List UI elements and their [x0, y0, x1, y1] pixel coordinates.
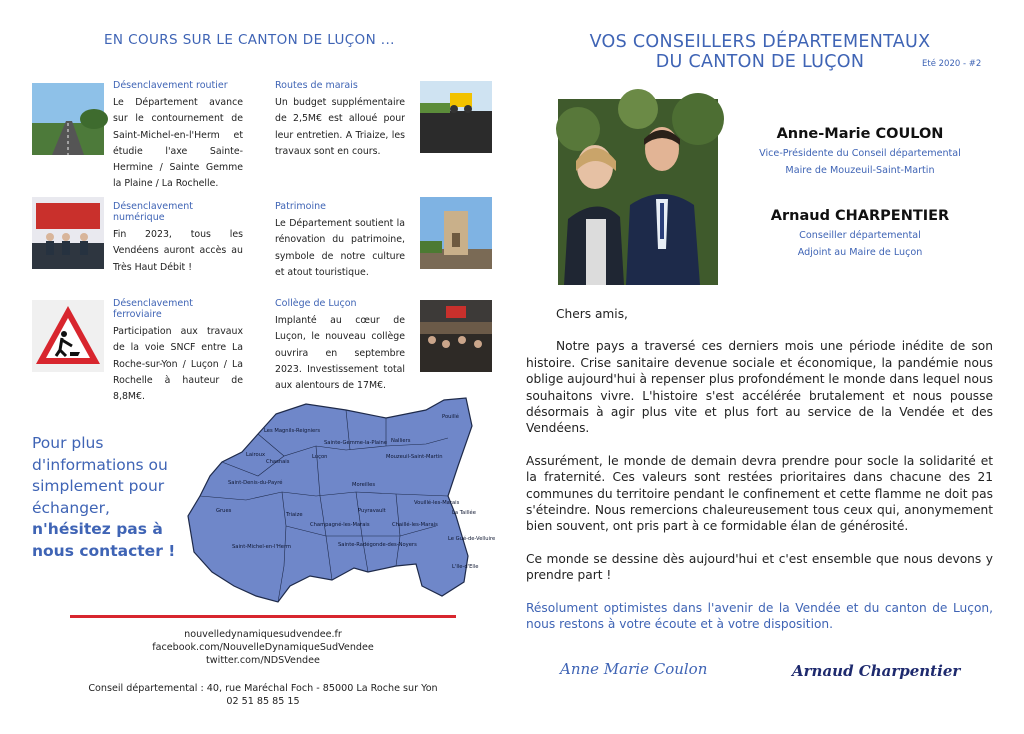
roadworks-photo — [420, 81, 492, 153]
map-label: Pouillé — [442, 414, 459, 420]
news-body: Un budget supplémentaire de 2,5M€ est alloué pour leur entretien. A Triaize, les travaux sont en cours. — [275, 97, 405, 157]
map-label: Champagné-les-Marais — [310, 522, 370, 528]
person1-roles — [740, 146, 980, 179]
map-label: Grues — [216, 508, 232, 514]
twitter-link[interactable]: twitter.com/NDSVendee — [206, 655, 320, 667]
map-label: Lairoux — [246, 452, 266, 458]
news-item-college — [275, 298, 405, 394]
news-body: Participation aux travaux de la voie SNCF entre La Roche-sur-Yon / Luçon / La Rochelle à hauteur de 8,8M€. — [113, 326, 243, 403]
college-meeting-photo — [420, 300, 492, 372]
road-photo — [32, 83, 104, 155]
website-link[interactable]: nouvelledynamiquesudvendee.fr — [184, 629, 342, 640]
news-item-road — [113, 80, 243, 193]
person2-roles — [740, 228, 980, 261]
letter-paragraph-1: Notre pays a traversé ces derniers mois une période inédite de son histoire. Crise sanitaire devenue sociale et économique, la pandémie nous oblige aujourd'hui à repenser plus profondément le monde dans lequel nous souhaitons vivre. L'histoire s'est accélérée brutalement et nous pousse désormais à agir plus vite et plus fort au service de la Vendée et des Vendéens. — [526, 339, 993, 436]
edition-label: Eté 2020 - #2 — [922, 59, 982, 69]
divider-line — [70, 615, 456, 618]
contact-links — [70, 628, 456, 668]
map-label: Chaillé-les-Marais — [392, 522, 438, 528]
info-strong-text: n'hésitez pas à nous contacter ! — [32, 520, 176, 560]
news-body: Fin 2023, tous les Vendéens auront accès au Très Haut Débit ! — [113, 229, 243, 273]
map-label: Luçon — [312, 454, 328, 460]
roadworks-sign-icon — [32, 300, 104, 372]
news-title: Désenclavement ferroviaire — [113, 298, 193, 320]
person2-role-1: Conseiller départemental — [799, 230, 921, 241]
postal-address-block — [70, 682, 456, 708]
map-label: Les Magnils-Reigniers — [264, 428, 321, 434]
councillors-photo — [558, 99, 718, 285]
map-label: Sainte-Gemme-la-Plaine — [324, 440, 388, 446]
heritage-tower-photo — [420, 197, 492, 269]
phone-number: 02 51 85 85 15 — [226, 696, 300, 708]
editorial-letter — [526, 306, 993, 633]
map-label: Le Gué-de-Velluire — [448, 536, 496, 542]
map-label: Mouzeuil-Saint-Martin — [386, 454, 443, 460]
news-item-marsh-roads — [275, 80, 405, 160]
news-body: Le Département avance sur le contournement de Saint-Michel-en-l'Herm et étudie l'axe Sainte-Hermine / Sainte Gemme la Plaine / La Rochelle. — [113, 97, 243, 190]
map-label: Moreilles — [352, 482, 376, 488]
letter-paragraph-2: Assurément, le monde de demain devra prendre pour socle la solidarité et la fraternité. Ces valeurs sont restées prioritaires dans chacune des 21 communes du territoire pendant le confinement et cette flamme ne doit pas s'éteindre. Nous remercions chaleureusement tous ceux qui, anonymement bien souvent, ont pris part à ce formidable élan de générosité. — [526, 453, 993, 534]
news-title: Patrimoine — [275, 201, 326, 212]
map-label: Puyravault — [358, 508, 386, 514]
news-body: Implanté au cœur de Luçon, le nouveau collège ouvrira en septembre 2023. Investissement total aux alentours de 17M€. — [275, 315, 405, 392]
digital-event-photo — [32, 197, 104, 269]
left-page-heading: EN COURS SUR LE CANTON DE LUÇON ... — [104, 32, 395, 48]
heading-line-2: DU CANTON DE LUÇON — [655, 52, 865, 72]
letter-closing: Résolument optimistes dans l'avenir de la Vendée et du canton de Luçon, nous restons à votre écoute et à votre disposition. — [526, 600, 993, 632]
canton-map — [186, 396, 496, 606]
news-title: Désenclavement routier — [113, 80, 228, 91]
person1-name: Anne-Marie COULON — [776, 126, 944, 142]
signature-charpentier: Arnaud Charpentier — [792, 662, 961, 680]
map-label: Saint-Denis-du-Payré — [228, 480, 283, 486]
news-title: Routes de marais — [275, 80, 358, 91]
map-label: L'Ile-d'Elle — [452, 564, 479, 570]
person1-role-1: Vice-Présidente du Conseil départemental — [759, 148, 961, 159]
facebook-link[interactable]: facebook.com/NouvelleDynamiqueSudVendee — [152, 642, 374, 654]
person2-role-2: Adjoint au Maire de Luçon — [797, 246, 923, 258]
news-item-rail — [113, 298, 243, 405]
map-label: La Taillée — [452, 510, 476, 516]
right-page-heading — [540, 32, 980, 72]
map-label: Chasnais — [266, 459, 290, 465]
letter-greeting: Chers amis, — [556, 307, 628, 321]
map-label: Sainte-Radégonde-des-Noyers — [338, 542, 417, 548]
postal-address: Conseil départemental : 40, rue Maréchal Foch - 85000 La Roche sur Yon — [88, 683, 438, 694]
map-label: Triaize — [286, 512, 303, 518]
map-label: Nalliers — [391, 438, 411, 444]
map-label: Vouillé-les-Marais — [414, 500, 460, 506]
news-title: Collège de Luçon — [275, 298, 357, 309]
news-item-digital — [113, 201, 243, 276]
signature-coulon: Anne Marie Coulon — [560, 660, 708, 678]
news-body: Le Département soutient la rénovation du patrimoine, symbole de notre culture et atout touristique. — [275, 218, 405, 278]
person2-name: Arnaud CHARPENTIER — [770, 208, 950, 224]
person1-role-2: Maire de Mouzeuil-Saint-Martin — [785, 164, 935, 176]
info-text: Pour plus d'informations ou simplement pour échanger, — [32, 434, 168, 517]
news-item-heritage — [275, 201, 405, 281]
map-label: Saint-Michel-en-l'Herm — [232, 544, 292, 550]
heading-line-1: VOS CONSEILLERS DÉPARTEMENTAUX — [589, 32, 931, 52]
contact-invitation — [32, 433, 192, 562]
letter-paragraph-3: Ce monde se dessine dès aujourd'hui et c'est ensemble que nous devons y prendre part ! — [526, 551, 993, 583]
news-title: Désenclavement numérique — [113, 201, 193, 223]
